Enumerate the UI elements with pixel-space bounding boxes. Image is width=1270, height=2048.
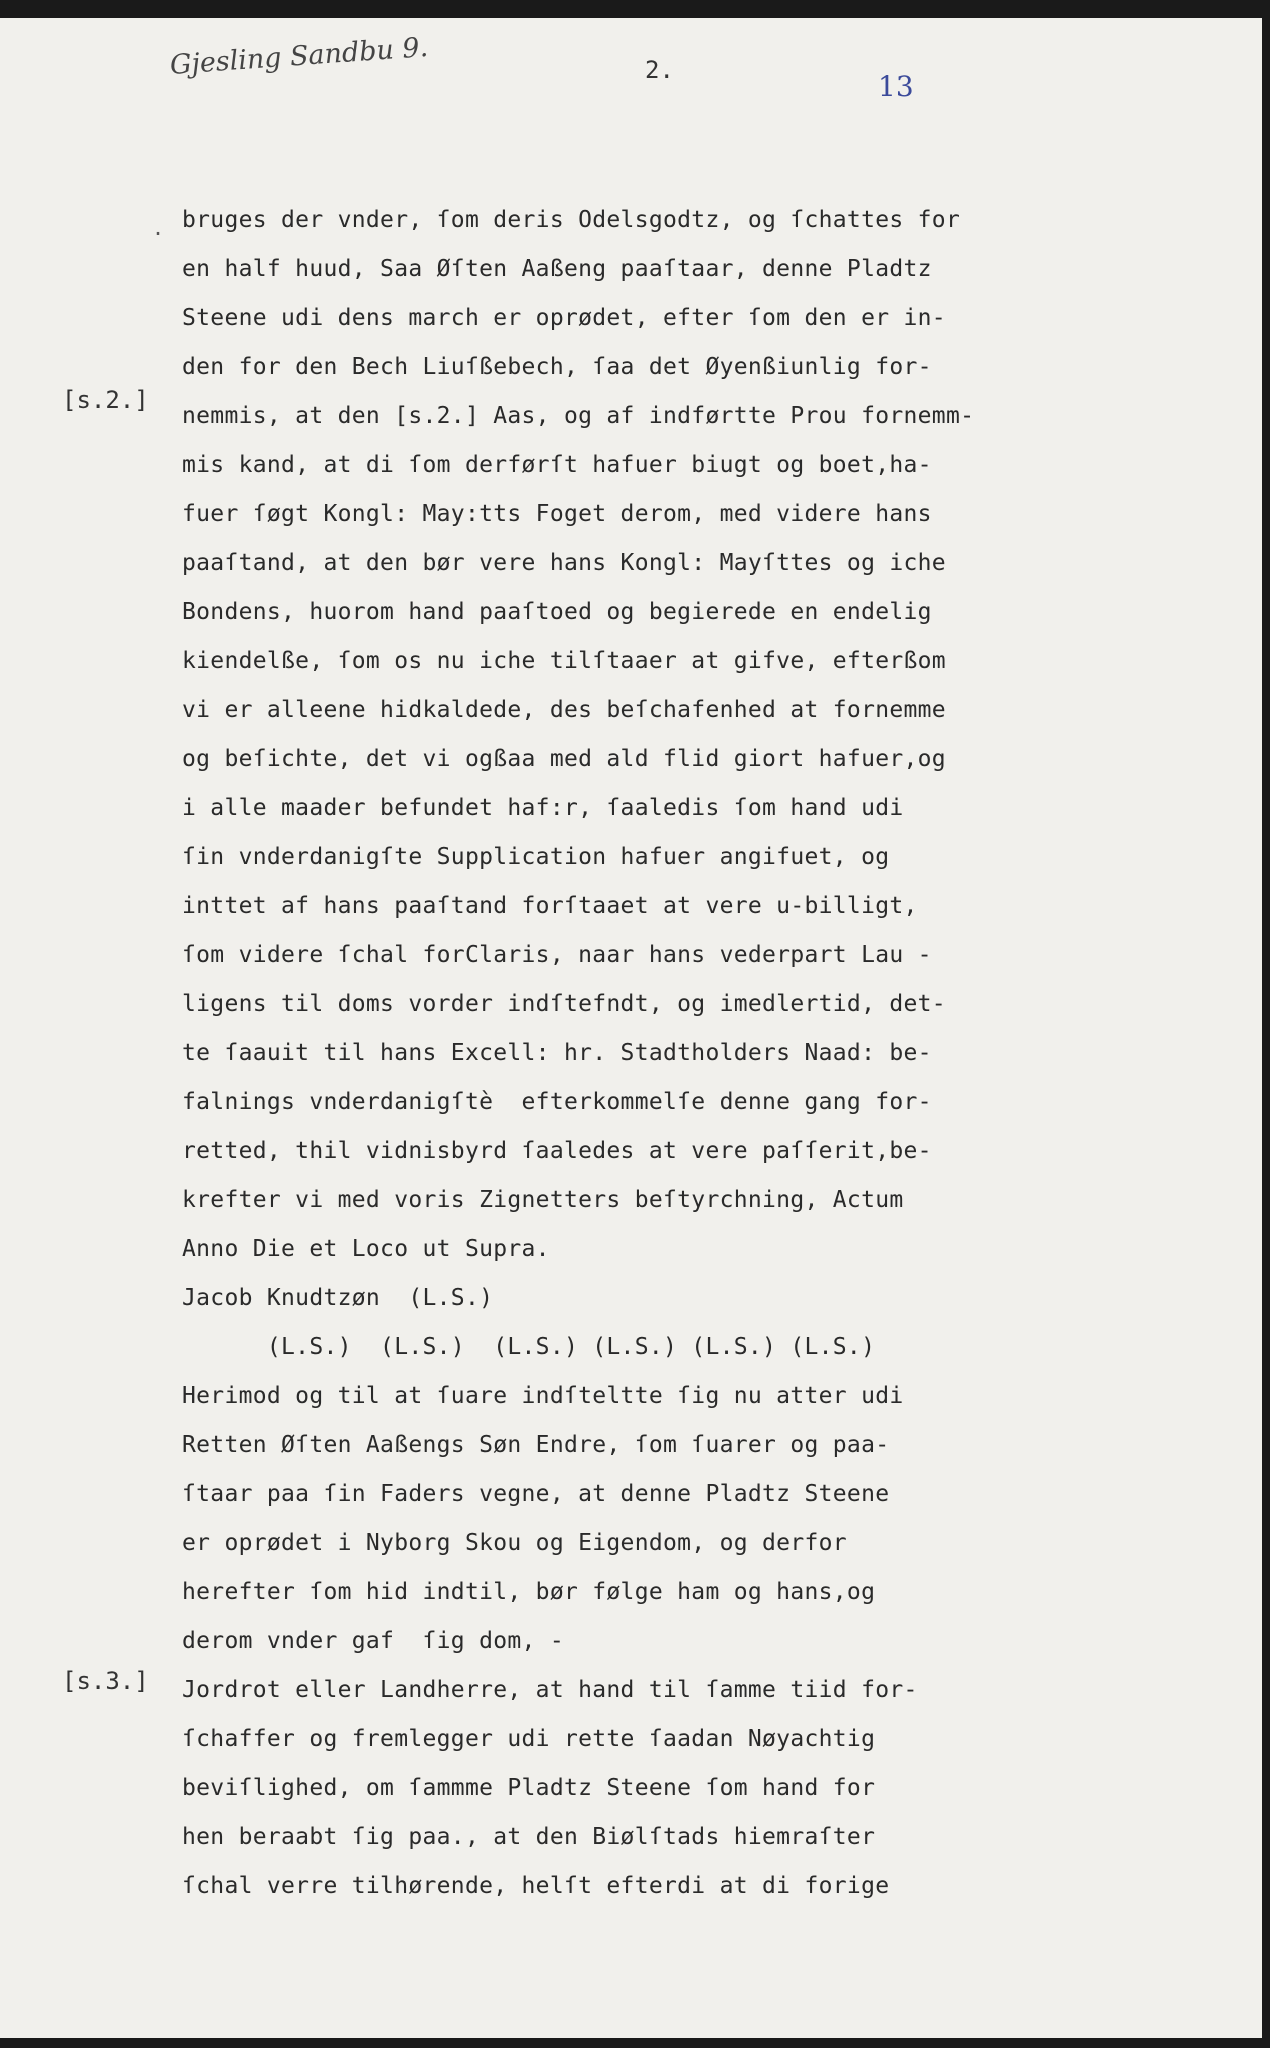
text-line: mis kand, at di ſom derførſt hafuer biugt og boet,ha- bbox=[182, 452, 932, 478]
text-line: ſom videre ſchal forClaris, naar hans vederpart Lau - bbox=[182, 942, 932, 968]
text-line: inttet af hans paaſtand forſtaaet at vere u-billigt, bbox=[182, 893, 918, 919]
text-line: Retten Øſten Aaßengs Søn Endre, ſom ſuarer og paa- bbox=[182, 1432, 890, 1458]
text-line: er oprødet i Nyborg Skou og Eigendom, og derfor bbox=[182, 1530, 847, 1556]
text-line: herefter ſom hid indtil, bør følge ham og hans,og bbox=[182, 1579, 876, 1605]
text-line: ſtaar paa ſin Faders vegne, at denne Pladtz Steene bbox=[182, 1481, 890, 1507]
text-line: fuer ſøgt Kongl: May:tts Foget derom, med videre hans bbox=[182, 501, 932, 527]
text-line: Bondens, huorom hand paaſtoed og begierede en endelig bbox=[182, 599, 932, 625]
text-line: nemmis, at den [s.2.] Aas, og af indførtte Prou fornemm- bbox=[182, 403, 975, 429]
text-line: i alle maader befundet haf:r, ſaaledis ſom hand udi bbox=[182, 795, 904, 821]
text-line: derom vnder gaf ſig dom, - bbox=[182, 1628, 564, 1654]
text-line: ſchaffer og fremlegger udi rette ſaadan Nøyachtig bbox=[182, 1726, 876, 1752]
text-line: Anno Die et Loco ut Supra. bbox=[182, 1236, 550, 1262]
text-line: Steene udi dens march er oprødet, efter ſom den er in- bbox=[182, 305, 946, 331]
text-line: falnings vnderdanigſtè efterkommelſe denne gang for- bbox=[182, 1089, 932, 1115]
text-line: en half huud, Saa Øſten Aaßeng paaſtaar, denne Pladtz bbox=[182, 256, 932, 282]
text-line: ligens til doms vorder indſtefndt, og imedlertid, det- bbox=[182, 991, 946, 1017]
text-line: (L.S.) (L.S.) (L.S.) (L.S.) (L.S.) (L.S.) bbox=[182, 1334, 876, 1360]
text-line: bruges der vnder, ſom deris Odelsgodtz, og ſchattes for bbox=[182, 207, 961, 233]
text-line: ſchal verre tilhørende, helſt efterdi at di forige bbox=[182, 1873, 890, 1899]
text-line: retted, thil vidnisbyrd ſaaledes at vere paſſerit,be- bbox=[182, 1138, 932, 1164]
text-line: Jordrot eller Landherre, at hand til ſamme tiid for- bbox=[182, 1677, 918, 1703]
text-line: hen beraabt ſig paa., at den Biølſtads hiemraſter bbox=[182, 1824, 876, 1850]
folio-number: 13 bbox=[878, 70, 914, 103]
handwritten-reference: Gjesling Sandbu 9. bbox=[168, 31, 430, 81]
text-line: den for den Bech Liuſßebech, ſaa det Øyenßiunlig for- bbox=[182, 354, 932, 380]
text-line: Herimod og til at ſuare indſteltte ſig nu atter udi bbox=[182, 1383, 904, 1409]
page-number: 2. bbox=[645, 56, 674, 84]
text-line: beviſlighed, om ſammme Pladtz Steene ſom hand for bbox=[182, 1775, 876, 1801]
text-line: krefter vi med voris Zignetters beſtyrchning, Actum bbox=[182, 1187, 904, 1213]
text-line: Jacob Knudtzøn (L.S.) bbox=[182, 1285, 494, 1311]
text-line: vi er alleene hidkaldede, des beſchafenhed at fornemme bbox=[182, 697, 946, 723]
text-line: ſin vnderdanigſte Supplication hafuer angifuet, og bbox=[182, 844, 890, 870]
margin-mark: . bbox=[152, 216, 165, 240]
margin-note-s3: [s.3.] bbox=[62, 1667, 149, 1695]
text-line: kiendelße, ſom os nu iche tilſtaaer at gifve, efterßom bbox=[182, 648, 946, 674]
text-line: paaſtand, at den bør vere hans Kongl: Mayſttes og iche bbox=[182, 550, 946, 576]
text-line: og beſichte, det vi ogßaa med ald flid giort hafuer,og bbox=[182, 746, 946, 772]
text-line: te ſaauit til hans Excell: hr. Stadtholders Naad: be- bbox=[182, 1040, 932, 1066]
margin-note-s2: [s.2.] bbox=[62, 386, 149, 414]
document-page bbox=[0, 18, 1262, 2038]
transcription-body bbox=[182, 196, 1022, 1911]
